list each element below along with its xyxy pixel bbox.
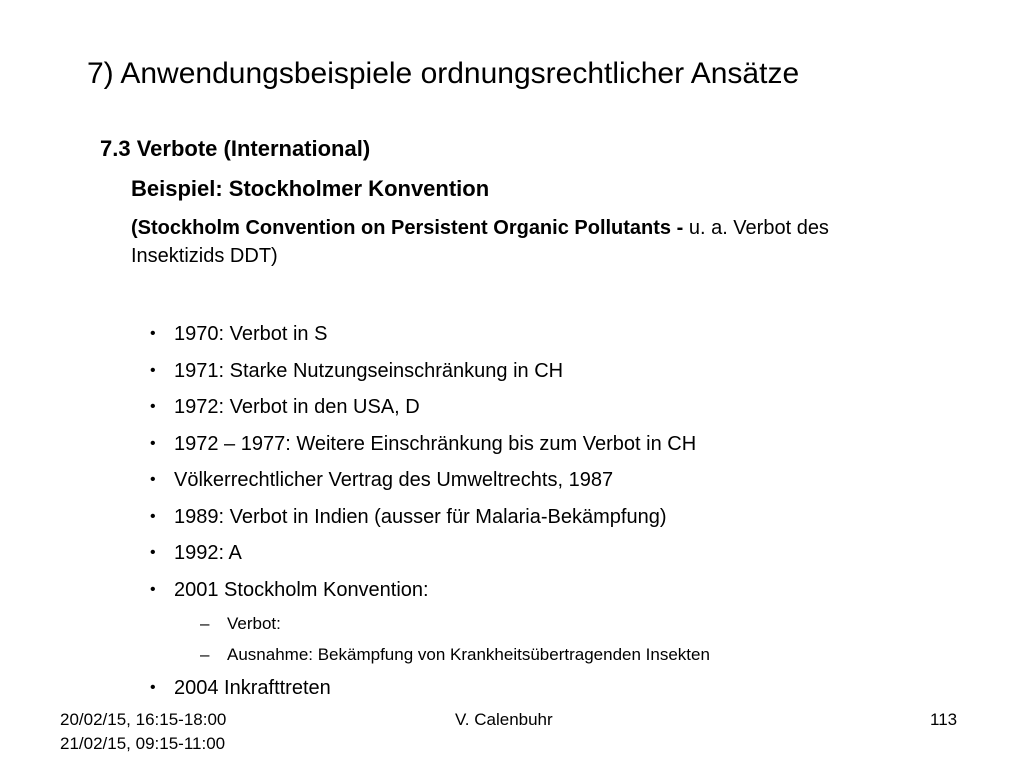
footer-date-line-2: 21/02/15, 09:15-11:00 [60,734,226,753]
list-item-text: 2004 Inkrafttreten [174,677,331,699]
list-item [150,670,710,707]
bullet-icon: • [150,434,156,452]
list-item-text: 1972: Verbot in den USA, D [174,396,420,418]
sub-list-item-text: Verbot: [227,614,281,633]
bullet-icon: • [150,398,156,415]
list-item [150,535,710,572]
section-subtitle: 7.3 Verbote (International) [100,136,371,161]
bullet-list [150,316,710,707]
bullet-icon: • [150,679,156,696]
dash-icon: – [200,645,210,664]
footer-author: V. Calenbuhr [455,710,553,729]
convention-description [131,214,921,270]
list-item [150,572,710,609]
bullet-icon: • [150,544,156,561]
footer-date-line-1: 20/02/15, 16:15-18:00 [60,710,227,729]
bullet-icon: • [150,361,156,379]
dash-icon: – [200,614,210,633]
bullet-icon: • [150,471,156,488]
sub-list-item-text: Ausnahme: Bekämpfung von Krankheitsübertragenden Insekten [227,645,710,664]
list-item-text: 1972 – 1977: Weitere Einschränkung bis zum Verbot in CH [174,432,697,455]
sub-list-item [150,639,710,670]
sub-list-item [150,608,710,639]
convention-note: u. a. Verbot des Insektizids DDT) [131,217,829,267]
list-item [150,462,710,499]
page-number: 113 [930,710,958,729]
list-item [150,353,710,390]
convention-name: (Stockholm Convention on Persistent Organic Pollutants - [131,217,684,239]
list-item-text: 1989: Verbot in Indien (ausser für Malaria-Bekämpfung) [174,505,667,528]
list-item [150,389,710,426]
list-item [150,426,710,463]
slide-title: 7) Anwendungsbeispiele ordnungsrechtlicher Ansätze [87,57,800,90]
list-item-text: 1970: Verbot in S [174,323,328,345]
list-item-text: 1992: A [174,542,242,564]
bullet-icon: • [150,580,156,598]
list-item [150,499,710,536]
list-item [150,316,710,353]
bullet-icon: • [150,507,156,525]
list-item-text: 2001 Stockholm Konvention: [174,578,429,601]
list-item-text: Völkerrechtlicher Vertrag des Umweltrechts, 1987 [174,469,614,491]
bullet-icon: • [150,325,156,342]
example-heading: Beispiel: Stockholmer Konvention [131,176,490,201]
list-item-text: 1971: Starke Nutzungseinschränkung in CH [174,359,564,382]
